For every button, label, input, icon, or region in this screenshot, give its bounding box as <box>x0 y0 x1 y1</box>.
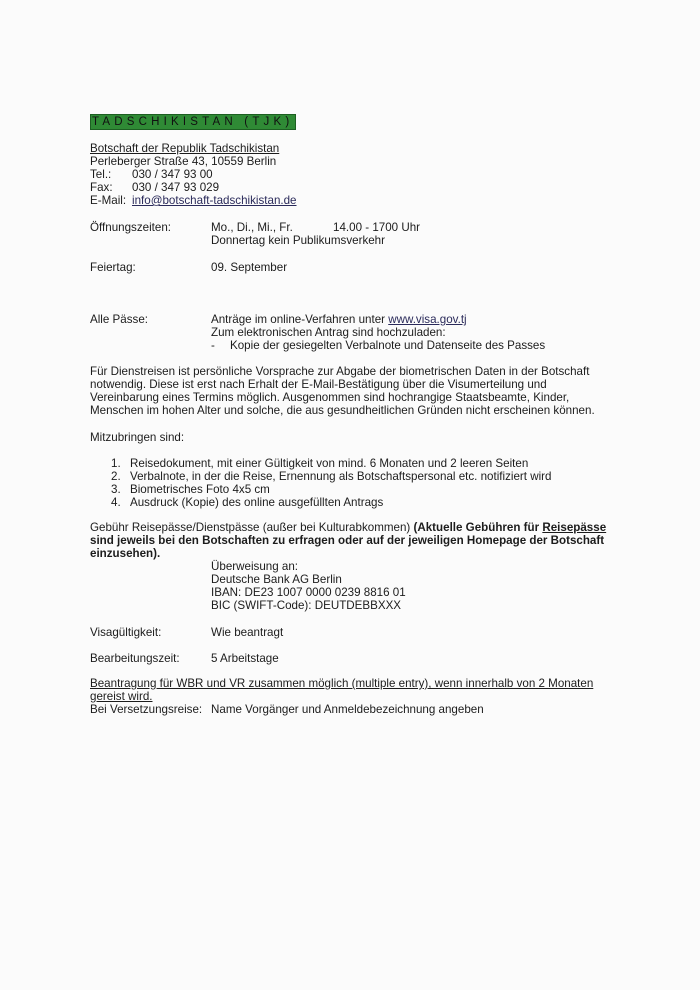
passes-label: Alle Pässe: <box>90 313 148 326</box>
bank-iban: IBAN: DE23 1007 0000 0239 8816 01 <box>211 586 406 599</box>
bring-item-text: Ausdruck (Kopie) des online ausgefüllten Antrags <box>130 496 384 509</box>
bring-heading: Mitzubringen sind: <box>90 431 185 444</box>
email-label: E-Mail: <box>90 194 127 207</box>
visa-portal-link[interactable]: www.visa.gov.tj <box>388 313 467 326</box>
opening-label: Öffnungszeiten: <box>90 221 171 234</box>
processing-value: 5 Arbeitstage <box>211 652 279 665</box>
bring-item-text: Verbalnote, in der die Reise, Ernennung als Botschaftspersonal etc. notifiziert wird <box>130 470 552 483</box>
opening-note: Donnertag kein Publikumsverkehr <box>211 234 385 247</box>
business-line4: Menschen im hohen Alter und solche, die aus gesundheitlichen Gründen nicht erscheinen können. <box>90 404 595 417</box>
bring-item-num: 1. <box>111 457 121 470</box>
note-line1: Beantragung für WBR und VR zusammen möglich (multiple entry), wenn innerhalb von 2 Monaten <box>90 677 594 690</box>
processing-label: Bearbeitungszeit: <box>90 652 180 665</box>
validity-label: Visagültigkeit: <box>90 626 162 639</box>
opening-hours: 14.00 - 1700 Uhr <box>333 221 421 234</box>
fee-line2: sind jeweils bei den Botschaften zu erfragen oder auf der jeweiligen Homepage der Botschaft <box>90 534 605 547</box>
transfer-value: Name Vorgänger und Anmeldebezeichnung angeben <box>211 703 484 716</box>
tel-label: Tel.: <box>90 168 112 181</box>
embassy-address: Perleberger Straße 43, 10559 Berlin <box>90 155 277 168</box>
bring-item-text: Biometrisches Foto 4x5 cm <box>130 483 270 496</box>
transfer-label: Bei Versetzungsreise: <box>90 703 203 716</box>
fax-value: 030 / 347 93 029 <box>132 181 220 194</box>
validity-value: Wie beantragt <box>211 626 284 639</box>
note-line2: gereist wird. <box>90 690 153 703</box>
bank-bic: BIC (SWIFT-Code): DEUTDEBBXXX <box>211 599 402 612</box>
bring-item-num: 4. <box>111 496 121 509</box>
embassy-name: Botschaft der Republik Tadschikistan <box>90 142 280 155</box>
fee-normal-text: Gebühr Reisepässe/Dienstpässe (außer bei Kulturabkommen) <box>90 521 414 534</box>
passes-line2: Zum elektronischen Antrag sind hochzuladen: <box>211 326 446 339</box>
business-line2: notwendig. Diese ist erst nach Erhalt der E-Mail-Bestätigung über die Visumerteilung und <box>90 378 547 391</box>
bring-item-text: Reisedokument, mit einer Gültigkeit von mind. 6 Monaten und 2 leeren Seiten <box>130 457 529 470</box>
passes-line3: Kopie der gesiegelten Verbalnote und Datenseite des Passes <box>230 339 546 352</box>
fee-line1 <box>90 521 606 534</box>
business-line1: Für Dienstreisen ist persönliche Vorsprache zur Abgabe der biometrischen Daten in der Botschaft <box>90 365 590 378</box>
fee-bold-text: (Aktuelle Gebühren für <box>413 521 543 534</box>
opening-days: Mo., Di., Mi., Fr. <box>211 221 293 234</box>
fee-bold-underlined: Reisepässe <box>542 521 607 534</box>
passes-dash: - <box>211 339 215 352</box>
bank-label: Überweisung an: <box>211 560 299 573</box>
country-title: TADSCHIKISTAN (TJK) <box>90 114 296 130</box>
fee-line3: einzusehen). <box>90 547 161 560</box>
holiday-label: Feiertag: <box>90 261 136 274</box>
bank-name: Deutsche Bank AG Berlin <box>211 573 342 586</box>
bring-item-num: 3. <box>111 483 121 496</box>
tel-value: 030 / 347 93 00 <box>132 168 213 181</box>
passes-line1 <box>211 313 467 326</box>
business-line3: Vereinbarung eines Termins möglich. Ausgenommen sind hochrangige Staatsbeamte, Kinder, <box>90 391 570 404</box>
email-link[interactable]: info@botschaft-tadschikistan.de <box>132 194 297 207</box>
holiday-value: 09. September <box>211 261 288 274</box>
passes-line1-text: Anträge im online-Verfahren unter <box>211 313 389 326</box>
bring-item-num: 2. <box>111 470 121 483</box>
fax-label: Fax: <box>90 181 113 194</box>
